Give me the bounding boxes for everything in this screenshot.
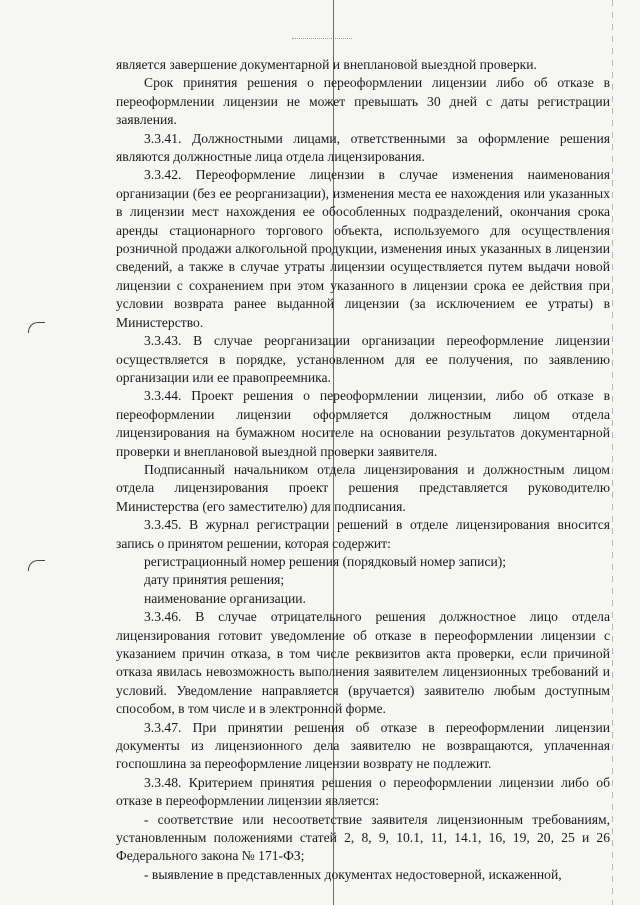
document-body — [116, 56, 610, 884]
paragraph-3-3-46: 3.3.46. В случае отрицательного решения должностное лицо отдела лицензирования готовит уведомление об отказе в переоформлении лицензии с указанием причин отказа, в том числе реквизитов акта проверки, если причиной отказа явилась невозможность выполнения заявителем лицензионных требований и условий. Уведомление направляется (вручается) заявителю любым доступным способом, в том числе и в электронной форме. — [116, 609, 610, 717]
paragraph-3-3-44: 3.3.44. Проект решения о переоформлении лицензии, либо об отказе в переоформлении лицензии оформляется должностным лицом отдела лицензирования на бумажном носителе на основании результатов документарной проверки и внеплановой выездной проверки заявителя. — [116, 388, 610, 459]
paragraph-3-3-41: 3.3.41. Должностными лицами, ответственными за оформление решения являются должностные лица отдела лицензирования. — [116, 130, 610, 165]
criterion-item-false-data: - выявление в представленных документах недостоверной, искаженной, — [144, 866, 562, 882]
paragraph-continuation: является завершение документарной и внеплановой выездной проверки. — [116, 57, 537, 72]
hole-punch-mark-bottom — [28, 560, 45, 571]
list-item-decision-date: дату принятия решения; — [144, 572, 285, 588]
hole-punch-mark-top — [28, 322, 45, 333]
paragraph-3-3-45: 3.3.45. В журнал регистрации решений в отделе лицензирования вносится запись о принятом решении, которая содержит: — [116, 517, 610, 551]
paragraph-3-3-43: 3.3.43. В случае реорганизации организации переоформление лицензии осуществляется в порядке, установленном для ее получения, по заявлению организации или ее правопреемника. — [116, 333, 610, 385]
criterion-item-compliance: - соответствие или несоответствие заявителя лицензионным требованиям, установленным положениями статей 2, 8, 9, 10.1, 11, 14.1, 16, 19, 20, 25 и 26 Федерального закона № 171-ФЗ; — [116, 811, 610, 864]
paragraph-signed-draft: Подписанный начальником отдела лицензирования и должностным лицом отдела лицензирования проект решения представляется руководителю Министерства (его заместителю) для подписания. — [116, 461, 610, 514]
paragraph-term: Срок принятия решения о переоформлении лицензии либо об отказе в переоформлении лицензии не может превышать 30 дней с даты регистрации заявления. — [116, 75, 610, 128]
list-item-registration-number: регистрационный номер решения (порядковый номер записи); — [144, 553, 507, 569]
scan-smudge — [292, 30, 352, 39]
list-item-organization-name: наименование организации. — [144, 590, 306, 606]
paragraph-3-3-48: 3.3.48. Критерием принятия решения о переоформлении лицензии либо об отказе в переоформлении лицензии является: — [116, 774, 610, 809]
paragraph-3-3-47: 3.3.47. При принятии решения об отказе в переоформлении лицензии документы из лицензионного дела заявителю не возвращаются, уплаченная госпошлина за переоформление лицензии возврату не подлежит. — [116, 719, 610, 772]
scan-edge-line — [612, 0, 613, 905]
paragraph-3-3-42: 3.3.42. Переоформление лицензии в случае изменения наименования организации (без ее реорганизации), изменения места ее нахождения или указанных в лицензии мест нахождения ее обособленных подразделений, окончания срока аренды стационарного торгового объекта, используемого для осуществления розничной продажи алкогольной продукции, изменения иных указанных в лицензии сведений, а также в случае утраты лицензии осуществляется путем выдачи новой лицензии с сохранением при этом указанного в лицензии срока ее действия при условии возврата ранее выданной лицензии (за исключением ее утраты) в Министерство. — [116, 167, 610, 330]
